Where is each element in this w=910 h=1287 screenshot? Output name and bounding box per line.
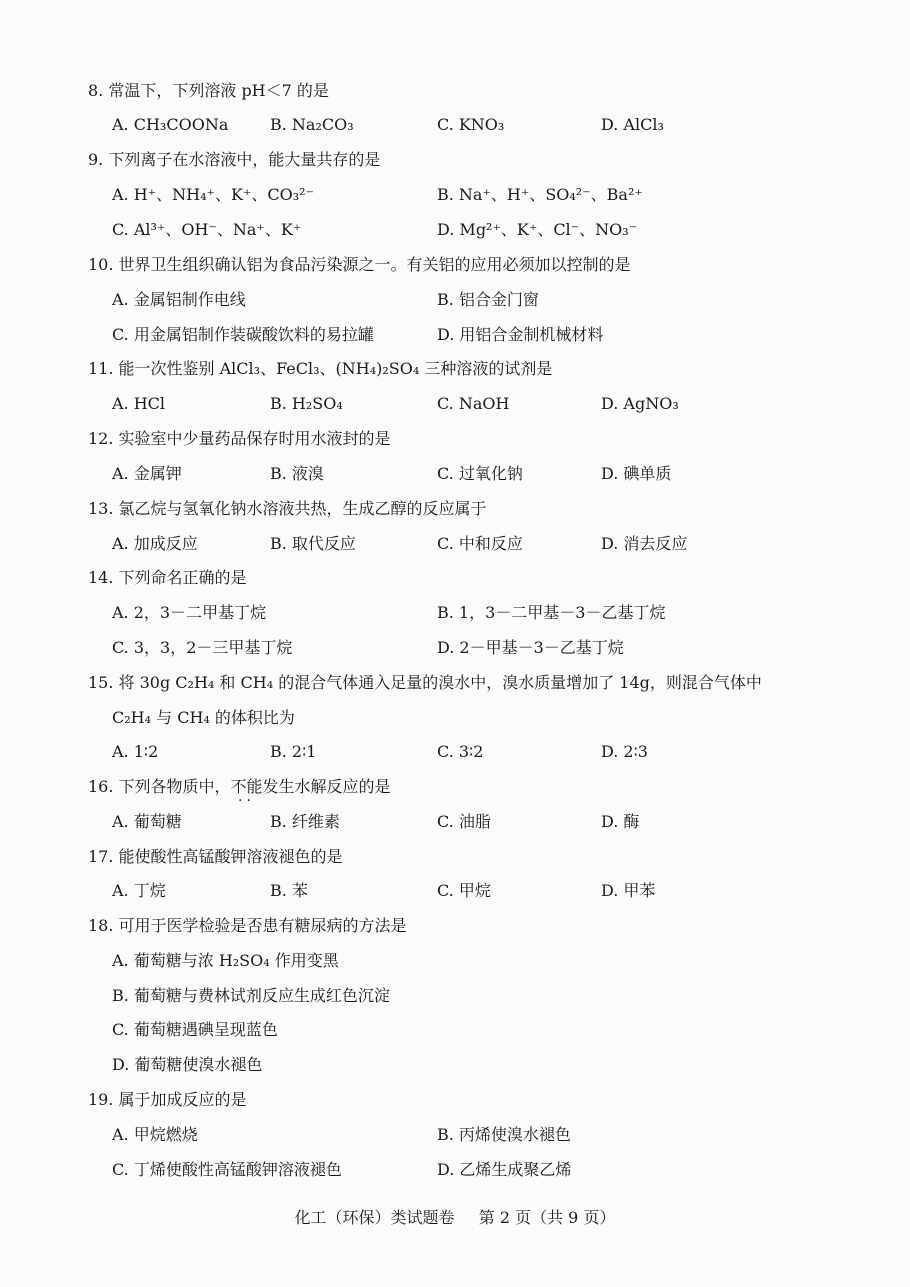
option-11-b: B. H₂SO₄	[270, 394, 343, 413]
question-10-stem: 10. 世界卫生组织确认铝为食品污染源之一。有关铝的应用必须加以控制的是	[88, 255, 631, 274]
page-footer	[0, 1207, 910, 1229]
option-12-d: D. 碘单质	[601, 464, 672, 483]
option-8-a: A. CH₃COONa	[112, 115, 229, 134]
question-15-stem: 15. 将 30g C₂H₄ 和 CH₄ 的混合气体通入足量的溴水中，溴水质量增加了 14g，则混合气体中	[88, 673, 762, 692]
option-19-d: D. 乙烯生成聚乙烯	[437, 1160, 572, 1179]
question-15-stem-continued: C₂H₄ 与 CH₄ 的体积比为	[112, 708, 295, 727]
question-12-stem: 12. 实验室中少量药品保存时用水液封的是	[88, 429, 391, 448]
option-9-d: D. Mg²⁺、K⁺、Cl⁻、NO₃⁻	[437, 220, 638, 239]
option-12-b: B. 液溴	[270, 464, 324, 483]
option-18-d: D. 葡萄糖使溴水褪色	[112, 1055, 263, 1074]
option-8-b: B. Na₂CO₃	[270, 115, 354, 134]
option-18-a: A. 葡萄糖与浓 H₂SO₄ 作用变黑	[112, 951, 339, 970]
option-15-d: D. 2∶3	[601, 742, 648, 761]
option-19-b: B. 丙烯使溴水褪色	[437, 1125, 571, 1144]
option-13-c: C. 中和反应	[437, 534, 523, 553]
option-9-b: B. Na⁺、H⁺、SO₄²⁻、Ba²⁺	[437, 185, 643, 204]
option-8-d: D. AlCl₃	[601, 115, 664, 134]
option-11-c: C. NaOH	[437, 394, 510, 413]
question-19-stem: 19. 属于加成反应的是	[88, 1090, 247, 1109]
option-14-c: C. 3，3，2－三甲基丁烷	[112, 638, 293, 657]
question-16-stem: 16. 下列各物质中，不能发生水解反应的是	[88, 777, 391, 796]
option-14-a: A. 2，3－二甲基丁烷	[112, 603, 267, 622]
emphasis-dots: ··	[238, 793, 255, 809]
option-17-d: D. 甲苯	[601, 881, 656, 900]
option-13-b: B. 取代反应	[270, 534, 356, 553]
option-16-a: A. 葡萄糖	[112, 812, 182, 831]
option-10-b: B. 铝合金门窗	[437, 290, 539, 309]
option-15-b: B. 2∶1	[270, 742, 317, 761]
option-17-a: A. 丁烷	[112, 881, 166, 900]
option-10-d: D. 用铝合金制机械材料	[437, 325, 604, 344]
option-8-c: C. KNO₃	[437, 115, 505, 134]
option-12-a: A. 金属钾	[112, 464, 182, 483]
option-9-a: A. H⁺、NH₄⁺、K⁺、CO₃²⁻	[112, 185, 314, 204]
question-9-stem: 9. 下列离子在水溶液中，能大量共存的是	[88, 150, 381, 169]
option-14-d: D. 2－甲基－3－乙基丁烷	[437, 638, 624, 657]
option-16-c: C. 油脂	[437, 812, 491, 831]
option-11-a: A. HCl	[112, 394, 166, 413]
question-8-stem: 8. 常温下，下列溶液 pH＜7 的是	[88, 81, 329, 100]
option-12-c: C. 过氧化钠	[437, 464, 523, 483]
option-13-a: A. 加成反应	[112, 534, 198, 553]
question-18-stem: 18. 可用于医学检验是否患有糖尿病的方法是	[88, 916, 407, 935]
question-11-stem: 11. 能一次性鉴别 AlCl₃、FeCl₃、(NH₄)₂SO₄ 三种溶液的试剂是	[88, 359, 553, 378]
option-17-b: B. 苯	[270, 881, 308, 900]
question-13-stem: 13. 氯乙烷与氢氧化钠水溶液共热，生成乙醇的反应属于	[88, 499, 487, 518]
option-19-a: A. 甲烷燃烧	[112, 1125, 198, 1144]
option-16-b: B. 纤维素	[270, 812, 340, 831]
option-11-d: D. AgNO₃	[601, 394, 679, 413]
option-15-c: C. 3∶2	[437, 742, 484, 761]
footer-title: 化工（环保）类试题卷	[294, 1208, 455, 1227]
option-16-d: D. 酶	[601, 812, 640, 831]
option-13-d: D. 消去反应	[601, 534, 688, 553]
option-10-c: C. 用金属铝制作装碳酸饮料的易拉罐	[112, 325, 374, 344]
option-15-a: A. 1∶2	[112, 742, 159, 761]
option-17-c: C. 甲烷	[437, 881, 491, 900]
option-14-b: B. 1，3－二甲基－3－乙基丁烷	[437, 603, 666, 622]
question-17-stem: 17. 能使酸性高锰酸钾溶液褪色的是	[88, 847, 343, 866]
option-9-c: C. Al³⁺、OH⁻、Na⁺、K⁺	[112, 220, 302, 239]
option-19-c: C. 丁烯使酸性高锰酸钾溶液褪色	[112, 1160, 342, 1179]
footer-page-number: 第 2 页（共 9 页）	[478, 1208, 616, 1227]
option-18-b: B. 葡萄糖与费林试剂反应生成红色沉淀	[112, 986, 390, 1005]
option-18-c: C. 葡萄糖遇碘呈现蓝色	[112, 1020, 278, 1039]
option-10-a: A. 金属铝制作电线	[112, 290, 246, 309]
question-14-stem: 14. 下列命名正确的是	[88, 568, 247, 587]
